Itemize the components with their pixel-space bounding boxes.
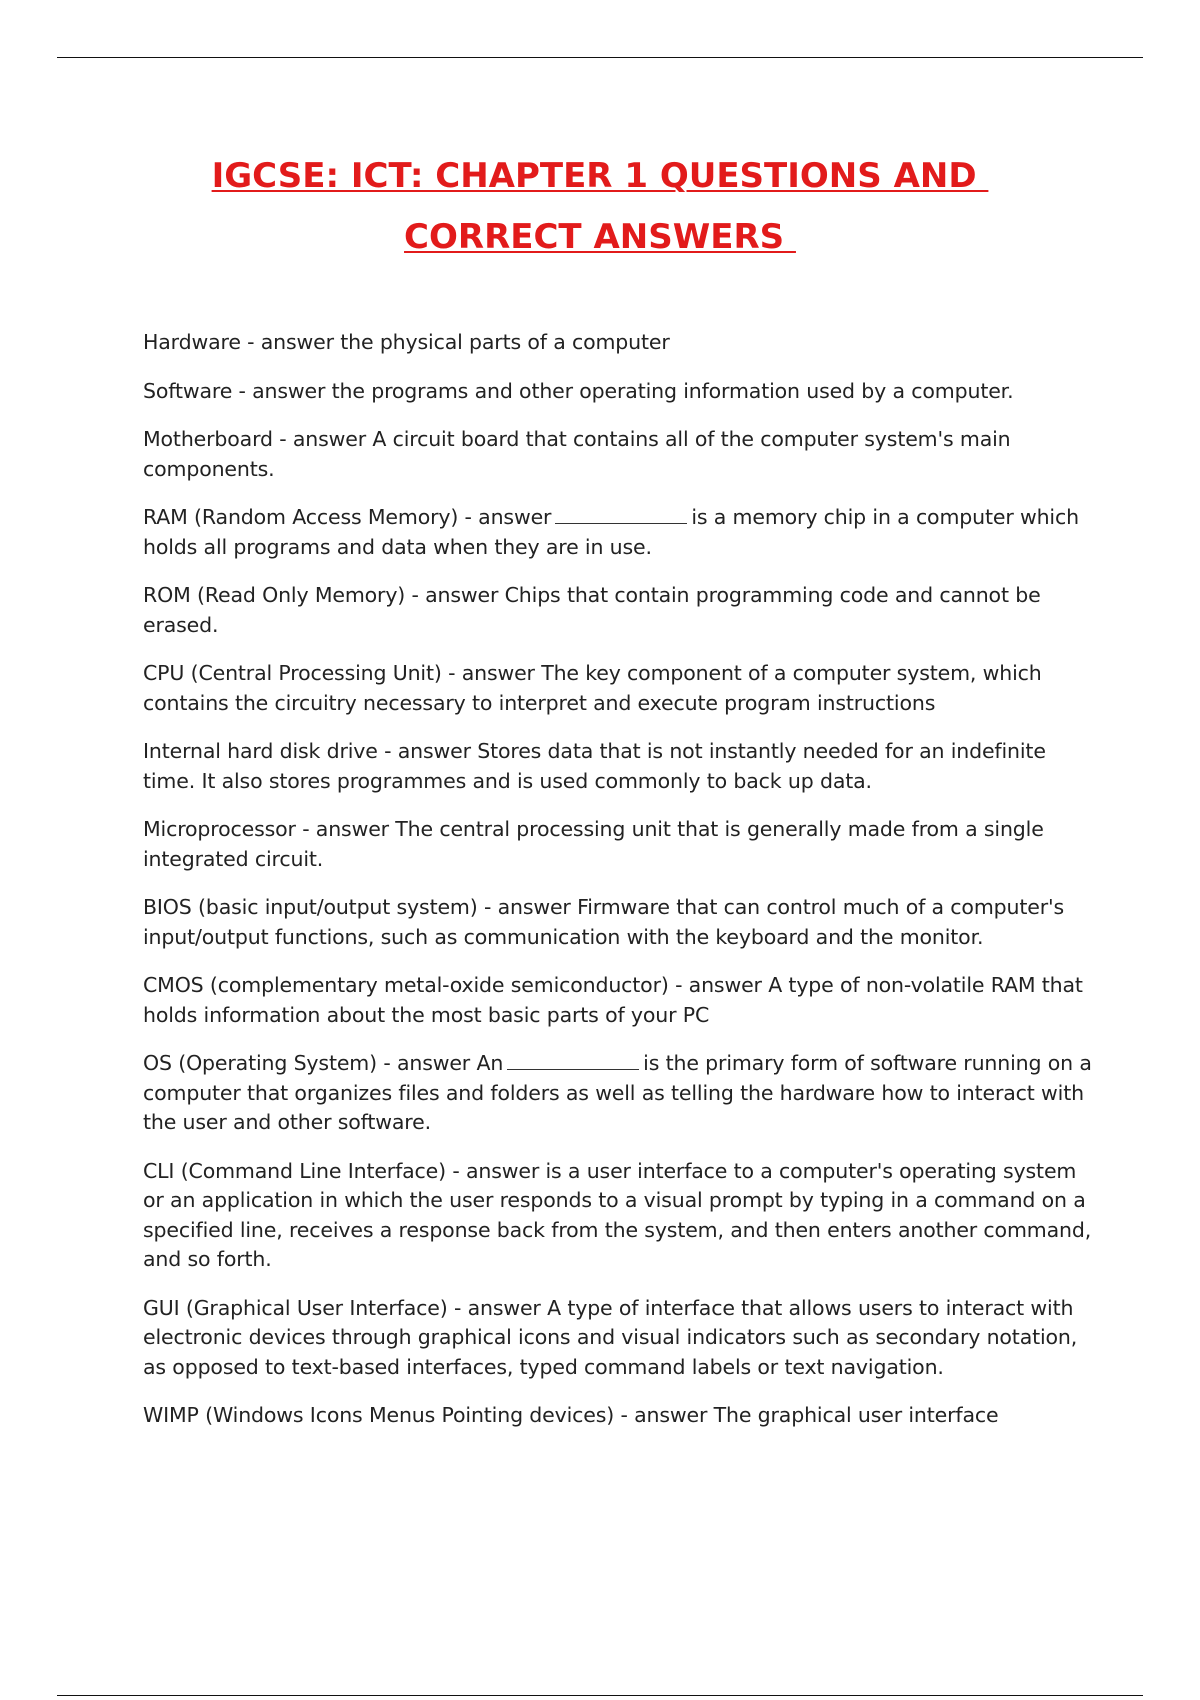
fill-in-blank — [507, 1051, 639, 1070]
fill-in-blank — [555, 505, 687, 524]
entry-text-before-blank: RAM (Random Access Memory) - answer — [143, 505, 552, 529]
title-line-1: IGCSE: ICT: CHAPTER 1 QUESTIONS AND — [211, 156, 989, 196]
qa-entry-wimp — [143, 1401, 1093, 1431]
document-title — [0, 146, 1200, 268]
qa-entry-hardware — [143, 328, 1093, 358]
qa-entry-hard-disk — [143, 737, 1093, 796]
entry-text: Microprocessor - answer The central processing unit that is generally made from a single integrated circuit. — [143, 817, 1044, 871]
entry-text: ROM (Read Only Memory) - answer Chips that contain programming code and cannot be erased. — [143, 583, 1041, 637]
qa-entry-bios — [143, 893, 1093, 952]
entry-text-after-blank: is a memory chip in a computer which holds all programs and data when they are in use. — [143, 505, 1079, 559]
entry-text: Software - answer the programs and other operating information used by a computer. — [143, 378, 1014, 403]
entry-text: Internal hard disk drive - answer Stores data that is not instantly needed for an indefinite time. It also stores programmes and is used commonly to back up data. — [143, 739, 1046, 793]
bottom-divider — [57, 1695, 1143, 1696]
entry-text: Hardware - answer the physical parts of a computer — [143, 330, 670, 354]
qa-entry-cpu — [143, 659, 1093, 718]
qa-entry-motherboard — [143, 425, 1093, 484]
entry-text: CMOS (complementary metal-oxide semiconductor) - answer A type of non-volatile RAM that holds information about the most basic parts of your PC — [143, 973, 1083, 1027]
top-divider — [57, 57, 1143, 58]
entry-text-after-blank: is the primary form of software running on a computer that organizes files and folders as well as telling the hardware how to interact with the user and other software. — [143, 1051, 1092, 1134]
entry-text: Motherboard - answer A circuit board that contains all of the computer system's main components. — [143, 427, 1011, 481]
qa-list — [143, 328, 1093, 1450]
qa-entry-gui — [143, 1294, 1093, 1383]
qa-entry-microprocessor — [143, 815, 1093, 874]
entry-text: CLI (Command Line Interface) - answer is a user interface to a computer's operating system or an application in which the user responds to a visual prompt by typing in a command on a specified line, receives a response back from the system, and then enters another command, and so forth. — [143, 1158, 1092, 1271]
title-line-2: CORRECT ANSWERS — [404, 217, 796, 257]
qa-entry-ram — [143, 503, 1093, 562]
entry-text-before-blank: OS (Operating System) - answer An — [143, 1051, 504, 1075]
qa-entry-rom — [143, 581, 1093, 640]
entry-text: CPU (Central Processing Unit) - answer The key component of a computer system, which contains the circuitry necessary to interpret and execute program instructions — [143, 661, 1042, 715]
qa-entry-os — [143, 1049, 1093, 1138]
qa-entry-software — [143, 377, 1093, 407]
entry-text: BIOS (basic input/output system) - answer Firmware that can control much of a computer's input/output functions, such as communication with the keyboard and the monitor. — [143, 895, 1064, 949]
qa-entry-cli — [143, 1157, 1093, 1275]
qa-entry-cmos — [143, 971, 1093, 1030]
entry-text: WIMP (Windows Icons Menus Pointing devices) - answer The graphical user interface — [143, 1403, 999, 1427]
entry-text: GUI (Graphical User Interface) - answer A type of interface that allows users to interact with electronic devices through graphical icons and visual indicators such as secondary notation, as opposed to text-based interfaces, typed command labels or text navigation. — [143, 1295, 1078, 1379]
